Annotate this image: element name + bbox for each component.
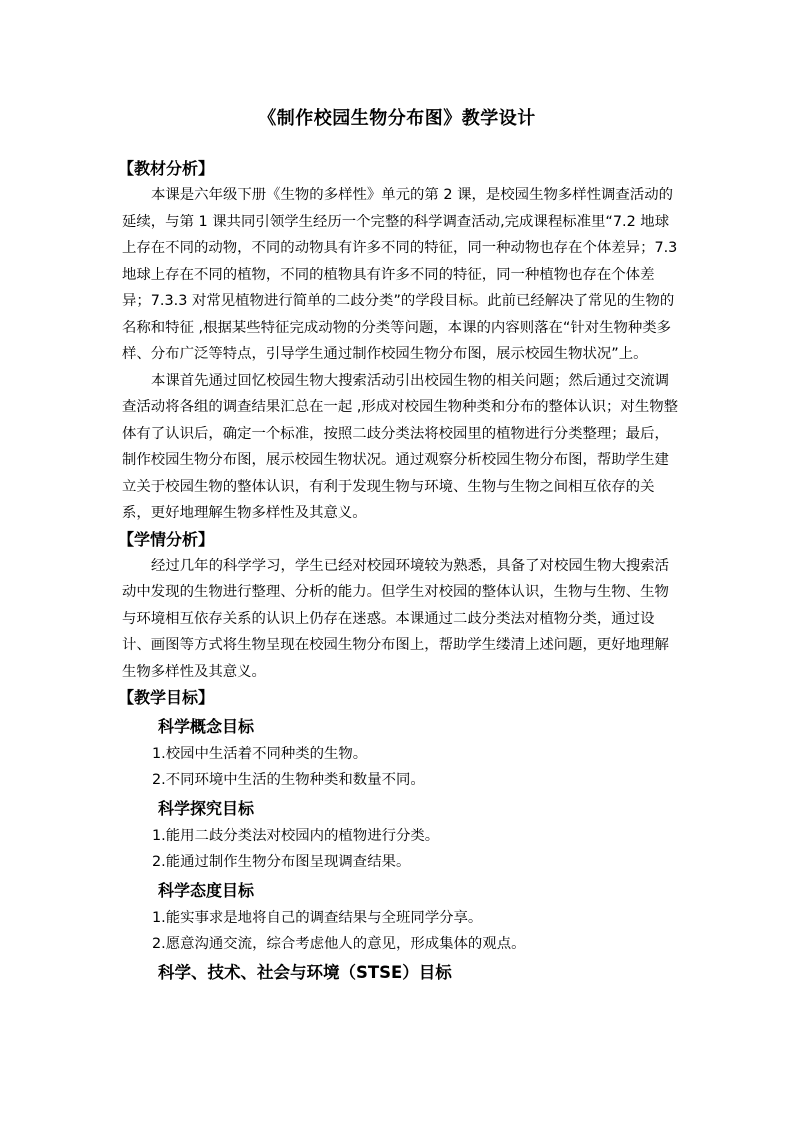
document-title: 《制作校园生物分布图》教学设计: [258, 108, 536, 129]
objective-group-title: 科学探究目标: [158, 799, 255, 818]
paragraph: 经过几年的科学学习，学生已经对校园环境较为熟悉，具备了对校园生物大搜索活动中发现的生物进行整理、分析的能力。但学生对校园的整体认识，生物与生物、生物与环境相互依存关系的认识上仍存在迷惑。本课通过二歧分类法对植物分类，通过设计、画图等方式将生物呈现在校园生物分布图上，帮助学生缕清上述问题，更好地理解生物多样性及其意义。: [122, 557, 670, 680]
objective-item: 2.愿意沟通交流，综合考虑他人的意见，形成集体的观点。: [152, 936, 526, 952]
objective-item: 2.不同环境中生活的生物种类和数量不同。: [152, 772, 425, 788]
document-body: [118, 156, 682, 987]
paragraph: 本课是六年级下册《生物的多样性》单元的第 2 课，是校园生物多样性调查活动的延续，与第 1 课共同引领学生经历一个完整的科学调查活动,完成课程标准里“7.2 地球上存在不同的动物，不同的动物具有许多不同的特征，同一种动物也存在个体差异；7.3 地球上存在不同的植物，不同的植物具有许多不同的特征，同一种植物也存在个体差异；7.3.3 对常见植物进行简单的二歧分类”的学段目标。此前已经解决了常见的生物的名称和特征 ,根据某些特征完成动物的分类等问题，本课的内容则落在“针对生物种类多样、分布广泛等特点，引导学生通过制作校园生物分布图，展示校园生物状况”上。: [122, 187, 678, 362]
objective-item: 1.能用二歧分类法对校园内的植物进行分类。: [152, 828, 440, 844]
objective-item: 2.能通过制作生物分布图呈现调查结果。: [152, 854, 411, 870]
objective-group-title: 科学、技术、社会与环境（STSE）目标: [158, 963, 452, 982]
objective-item: 1.校园中生活着不同种类的生物。: [152, 746, 368, 762]
section-heading-textbook-analysis: 【教材分析】: [118, 159, 215, 178]
paragraph: 本课首先通过回忆校园生物大搜索活动引出校园生物的相关问题；然后通过交流调查活动将各组的调查结果汇总在一起 ,形成对校园生物种类和分布的整体认识；对生物整体有了认识后，确定一个标准，按照二歧分类法将校园里的植物进行分类整理；最后，制作校园生物分布图，展示校园生物状况。通过观察分析校园生物分布图，帮助学生建立关于校园生物的整体认识，有利于发现生物与环境、生物与生物之间相互依存的关系，更好地理解生物多样性及其意义。: [122, 372, 678, 521]
objective-item: 1.能实事求是地将自己的调查结果与全班同学分享。: [152, 910, 483, 926]
objective-group-title: 科学概念目标: [158, 717, 255, 736]
objective-group-title: 科学态度目标: [158, 881, 255, 900]
section-heading-teaching-objectives: 【教学目标】: [118, 688, 215, 707]
section-heading-student-analysis: 【学情分析】: [118, 529, 215, 549]
